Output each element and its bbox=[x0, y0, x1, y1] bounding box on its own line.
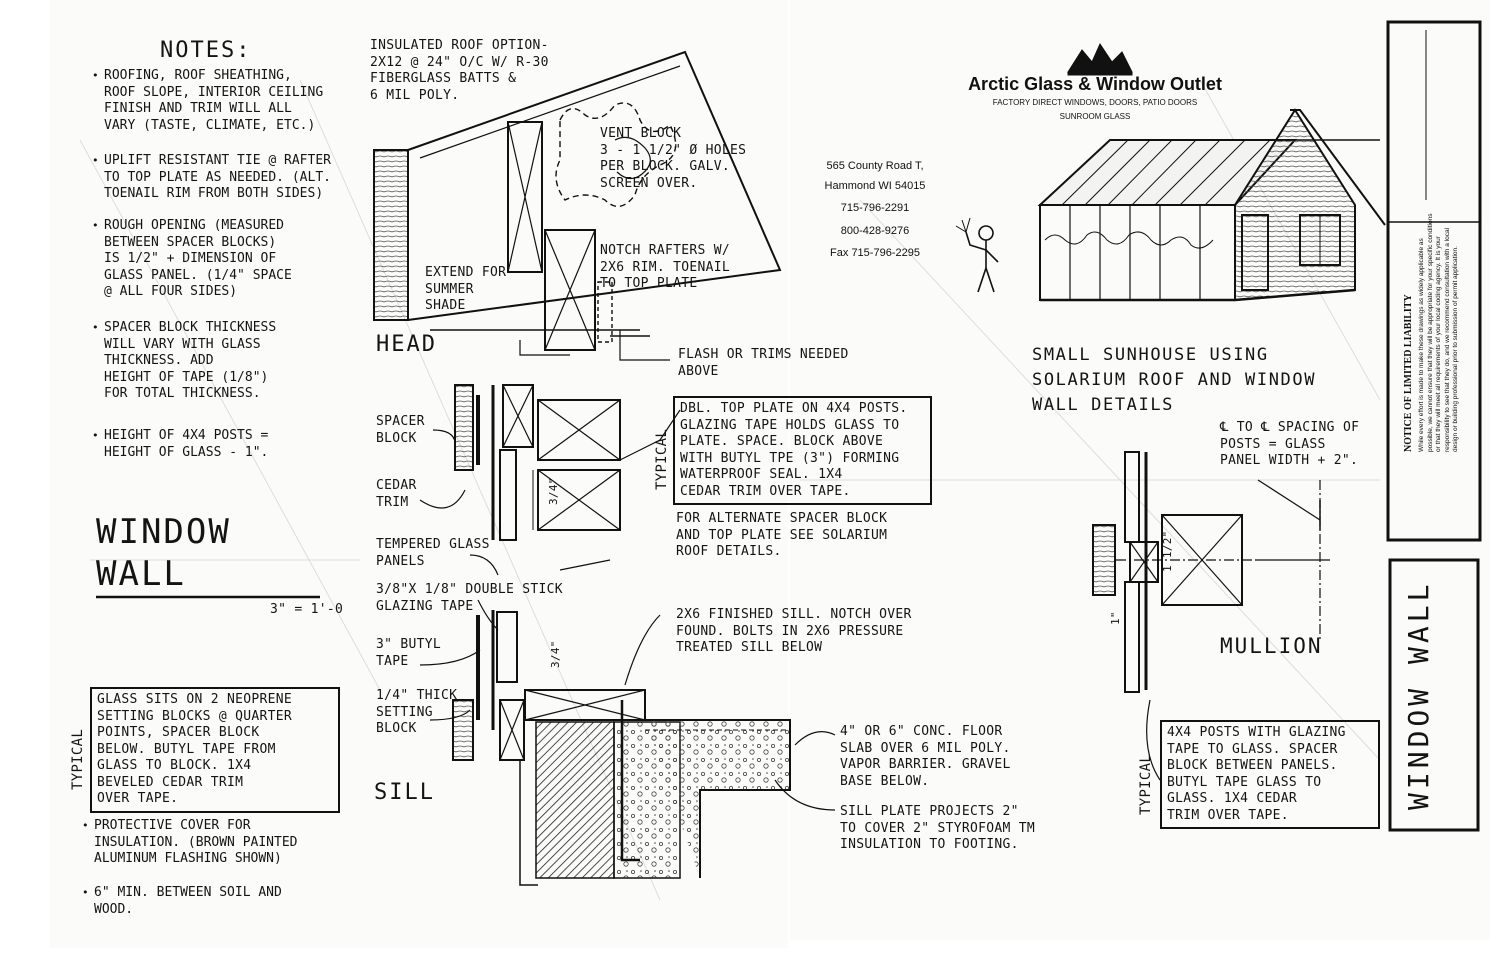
dimension-upper: 3/4" bbox=[547, 477, 560, 505]
address-line: 565 County Road T, bbox=[826, 160, 924, 172]
company-name: Arctic Glass & Window Outlet bbox=[968, 74, 1222, 94]
phone-tollfree: 800-428-9276 bbox=[840, 225, 910, 237]
finished-sill-note: 2X6 FINISHED SILL. NOTCH OVER FOUND. BOLTS IN 2X6 PRESSURE TREATED SILL BELOW bbox=[676, 607, 912, 655]
glazing-tape-label: 3/8"X 1/8" DOUBLE STICK GLAZING TAPE bbox=[376, 582, 563, 614]
floor-slab-note: 4" OR 6" CONC. FLOOR SLAB OVER 6 MIL POLY. VAPOR BARRIER. GRAVEL BASE BELOW. bbox=[840, 724, 1011, 789]
note-rough-opening: • ROUGH OPENING (MEASURED BETWEEN SPACER BLOCKS) IS 1/2" + DIMENSION OF GLASS PANEL. (1/4" SPACE @ ALL FOUR SIDES) bbox=[104, 218, 292, 301]
alternate-spacer-note: FOR ALTERNATE SPACER BLOCK AND TOP PLATE SEE SOLARIUM ROOF DETAILS. bbox=[676, 511, 888, 559]
note-uplift: • UPLIFT RESISTANT TIE @ RAFTER TO TOP PLATE AS NEEDED. (ALT. TOENAIL RIM FROM BOTH SIDES) bbox=[104, 153, 331, 203]
mullion-dim-112: 1 1/2" bbox=[1161, 530, 1174, 572]
cedar-trim-label: CEDAR TRIM bbox=[376, 478, 417, 510]
top-plate-note: DBL. TOP PLATE ON 4X4 POSTS. GLAZING TAPE HOLDS GLASS TO PLATE. SPACE. BLOCK ABOVE WITH BUTYL TPE (3") FORMING WATERPROOF SEAL. 1X4 CEDAR TRIM OVER TAPE. bbox=[673, 396, 932, 505]
window-wall-vertical: WINDOW WALL bbox=[1402, 580, 1435, 810]
notice-text: While every effort is made to make these drawings as widely applicable as possible, we cannot ensure that they will be appropriate for your specific conditions or that they will meet all requirements of your local coding agency. It is your responsibility to see that they do, and we recommend consultation with a local design or building professional prior to submission of permit application. bbox=[1418, 213, 1459, 452]
roof-option-note: INSULATED ROOF OPTION- 2X12 @ 24" O/C W/ R-30 FIBERGLASS BATTS & 6 MIL POLY. bbox=[370, 38, 549, 103]
mullion-dim-1: 1" bbox=[1109, 611, 1122, 625]
typical-label-head: TYPICAL bbox=[654, 428, 670, 490]
dimension-lower: 3/4" bbox=[549, 640, 562, 668]
spacer-block-label: SPACER BLOCK bbox=[376, 414, 425, 446]
note-roofing: • ROOFING, ROOF SHEATHING, ROOF SLOPE, INTERIOR CEILING FINISH AND TRIM WILL ALL VARY (TASTE, CLIMATE, ETC.) bbox=[104, 68, 323, 134]
notice-title: NOTICE OF LIMITED LIABILITY bbox=[1403, 294, 1414, 452]
window-wall-title-line1: WINDOW bbox=[96, 512, 231, 552]
typical-label-left: TYPICAL bbox=[70, 728, 86, 790]
company-tagline-2: SUNROOM GLASS bbox=[1059, 112, 1131, 121]
company-tagline: FACTORY DIRECT WINDOWS, DOORS, PATIO DOORS bbox=[992, 98, 1198, 107]
fax-number: Fax 715-796-2295 bbox=[830, 247, 920, 259]
posts-glazing-note: 4X4 POSTS WITH GLAZING TAPE TO GLASS. SPACER BLOCK BETWEEN PANELS. BUTYL TAPE GLASS TO GLASS. 1X4 CEDAR TRIM OVER TAPE. bbox=[1160, 720, 1380, 829]
post-spacing-note: ℄ TO ℄ SPACING OF POSTS = GLASS PANEL WIDTH + 2". bbox=[1220, 420, 1360, 468]
note-spacer-thickness: • SPACER BLOCK THICKNESS WILL VARY WITH GLASS THICKNESS. ADD HEIGHT OF TAPE (1/8") FOR TOTAL THICKNESS. bbox=[104, 320, 276, 403]
scale-note: 3" = 1'-0 bbox=[270, 602, 344, 617]
butyl-tape-label: 3" BUTYL TAPE bbox=[376, 637, 442, 669]
tempered-glass-label: TEMPERED GLASS PANELS bbox=[376, 537, 490, 569]
phone-local: 715-796-2291 bbox=[840, 202, 910, 214]
sill-label: SILL bbox=[374, 780, 435, 805]
company-logo-mark bbox=[1068, 44, 1132, 75]
glass-setting-note: GLASS SITS ON 2 NEOPRENE SETTING BLOCKS @ QUARTER POINTS, SPACER BLOCK BELOW. BUTYL TAPE FROM GLASS TO BLOCK. 1X4 BEVELED CEDAR TRIM OVER TAPE. bbox=[90, 687, 340, 813]
head-label: HEAD bbox=[376, 332, 437, 357]
typical-label-right: TYPICAL bbox=[1138, 753, 1154, 815]
notch-rafters-note: NOTCH RAFTERS W/ 2X6 RIM. TOENAIL TO TOP PLATE bbox=[600, 243, 731, 291]
extend-shade-note: EXTEND FOR SUMMER SHADE bbox=[425, 265, 507, 313]
setting-block-label: 1/4" THICK SETTING BLOCK bbox=[376, 688, 458, 736]
vent-block-note: VENT BLOCK 3 - 1 1/2" Ø HOLES PER BLOCK. GALV. SCREEN OVER. bbox=[600, 126, 747, 191]
person-figure bbox=[956, 218, 998, 292]
mullion-label: MULLION bbox=[1220, 634, 1323, 658]
flash-trims-note: FLASH OR TRIMS NEEDED ABOVE bbox=[678, 347, 849, 379]
window-wall-title-line2: WALL bbox=[96, 554, 186, 594]
sunhouse-drawing bbox=[1040, 110, 1385, 300]
notes-title: NOTES: bbox=[160, 38, 252, 63]
sunhouse-title: SMALL SUNHOUSE USING SOLARIUM ROOF AND WINDOW WALL DETAILS bbox=[1032, 345, 1317, 415]
note-post-height: • HEIGHT OF 4X4 POSTS = HEIGHT OF GLASS - 1". bbox=[104, 428, 268, 461]
note-protective-cover: • PROTECTIVE COVER FOR INSULATION. (BROWN PAINTED ALUMINUM FLASHING SHOWN) bbox=[94, 818, 298, 868]
address-city: Hammond WI 54015 bbox=[824, 180, 926, 192]
note-soil-clearance: • 6" MIN. BETWEEN SOIL AND WOOD. bbox=[94, 885, 282, 918]
sill-plate-note: SILL PLATE PROJECTS 2" TO COVER 2" STYROFOAM TM INSULATION TO FOOTING. bbox=[840, 804, 1036, 852]
